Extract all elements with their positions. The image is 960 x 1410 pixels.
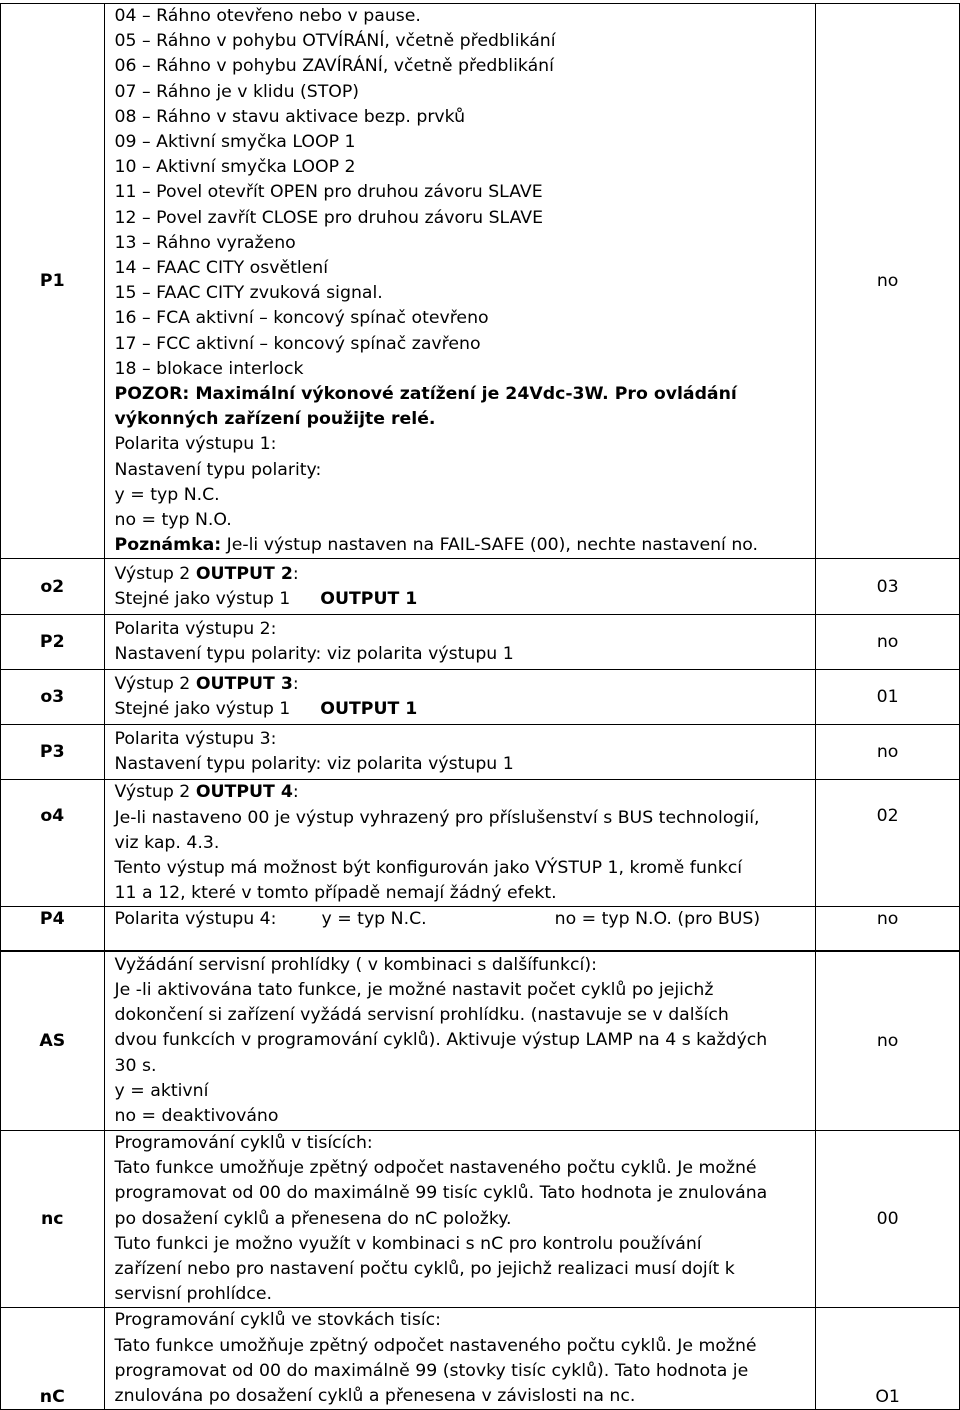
code-cell xyxy=(1,952,105,1131)
text-line: Programování cyklů v tisících: xyxy=(114,1133,373,1153)
description-cell xyxy=(104,780,816,907)
text-line: Nastavení typu polarity: xyxy=(114,459,322,480)
text-line: Programování cyklů ve stovkách tisíc: xyxy=(114,1310,441,1331)
text-line xyxy=(115,697,816,722)
text-fragment: : xyxy=(292,674,299,695)
text-line: po dosažení cyklů a přenesena do nC položky. xyxy=(114,1208,512,1229)
row-as xyxy=(1,952,960,1131)
text-line xyxy=(115,672,816,697)
code-cell xyxy=(1,670,105,725)
description-cell xyxy=(104,725,816,780)
param-value: O1 xyxy=(875,1387,900,1408)
param-value: 00 xyxy=(876,1209,899,1230)
text-line: y = aktivní xyxy=(114,1080,209,1101)
value-cell xyxy=(816,1308,960,1410)
text-line xyxy=(115,780,816,805)
text-fragment: no = typ N.O. (pro BUS) xyxy=(554,909,761,930)
text-line: 07 – Ráhno je v klidu (STOP) xyxy=(114,81,360,102)
text-line: 06 – Ráhno v pohybu ZAVÍRÁNÍ, včetně předblikání xyxy=(114,56,554,77)
code-cell xyxy=(1,725,105,780)
text-line: 17 – FCC aktivní – koncový spínač zavřeno xyxy=(114,333,481,354)
text-line: programovat od 00 do maximálně 99 tisíc cyklů. Tato hodnota je znulována xyxy=(114,1183,768,1204)
description-cell xyxy=(104,4,816,559)
text-line: 15 – FAAC CITY zvuková signal. xyxy=(114,283,383,304)
description-cell xyxy=(104,559,816,615)
param-value: no xyxy=(876,632,899,653)
text-line: 05 – Ráhno v pohybu OTVÍRÁNÍ, včetně předblikání xyxy=(114,31,556,52)
text-fragment: Polarita výstupu 4: xyxy=(114,909,277,930)
param-value: 03 xyxy=(876,576,899,597)
text-line: znulována po dosažení cyklů a přenesena v závislosti na nc. xyxy=(114,1386,636,1407)
text-line: 18 – blokace interlock xyxy=(114,358,304,379)
text-line: no = deaktivováno xyxy=(114,1106,279,1126)
output-label: OUTPUT 1 xyxy=(320,699,418,720)
description-cell xyxy=(104,670,816,725)
text-line: zařízení nebo pro nastavení počtu cyklů, po jejichž realizaci musí dojít k xyxy=(114,1259,735,1280)
code-cell xyxy=(1,907,105,951)
note-label: Poznámka: xyxy=(114,535,222,556)
code-cell xyxy=(1,4,105,559)
value-cell xyxy=(816,670,960,725)
param-code: P3 xyxy=(39,742,65,763)
text-fragment: Výstup 2 xyxy=(114,782,196,803)
output-label: OUTPUT 1 xyxy=(320,588,418,609)
param-code: nC xyxy=(39,1387,65,1408)
code-cell xyxy=(1,780,105,907)
row-nc xyxy=(1,1131,960,1308)
text-line xyxy=(115,587,816,612)
text-fragment: Výstup 2 xyxy=(114,674,196,695)
param-value: 01 xyxy=(876,687,899,708)
text-line: 12 – Povel zavřít CLOSE pro druhou závoru SLAVE xyxy=(114,207,544,228)
value-cell xyxy=(816,907,960,951)
text-line: 11 – Povel otevřít OPEN pro druhou závoru SLAVE xyxy=(114,182,543,203)
text-line: 16 – FCA aktivní – koncový spínač otevřeno xyxy=(114,308,489,329)
text-fragment: : xyxy=(292,563,299,584)
param-code: o4 xyxy=(40,806,65,827)
note-line xyxy=(115,533,816,558)
code-cell xyxy=(1,1308,105,1410)
text-line: Vyžádání servisní prohlídky ( v kombinaci s dalšífunkcí): xyxy=(114,954,597,975)
text-line xyxy=(115,562,816,587)
text-line: Polarita výstupu 3: xyxy=(114,729,277,750)
text-line: Polarita výstupu 1: xyxy=(114,434,277,455)
param-code: P4 xyxy=(39,909,65,930)
value-cell xyxy=(816,615,960,670)
code-cell xyxy=(1,559,105,615)
description-cell xyxy=(104,615,816,670)
text-fragment: Stejné jako výstup 1 xyxy=(114,588,291,609)
code-cell xyxy=(1,1131,105,1308)
description-cell xyxy=(104,1131,816,1308)
warning-line: POZOR: Maximální výkonové zatížení je 24Vdc-3W. Pro ovládání xyxy=(114,384,737,405)
param-value: no xyxy=(876,1031,899,1051)
text-line: 10 – Aktivní smyčka LOOP 2 xyxy=(114,157,356,178)
text-line: Je-li nastaveno 00 je výstup vyhrazený pro příslušenství s BUS technologií, xyxy=(114,807,760,828)
param-code: P1 xyxy=(39,271,65,292)
value-cell xyxy=(816,559,960,615)
text-line: Je -li aktivována tato funkce, je možné nastavit počet cyklů po jejichž xyxy=(114,979,714,1000)
text-line: dvou funkcích v programování cyklů). Aktivuje výstup LAMP na 4 s každých xyxy=(114,1030,768,1051)
row-o4 xyxy=(1,780,960,907)
text-fragment: : xyxy=(292,782,299,803)
value-cell xyxy=(816,725,960,780)
text-line: 13 – Ráhno vyraženo xyxy=(114,232,296,253)
param-value: no xyxy=(876,909,899,930)
text-line: viz kap. 4.3. xyxy=(114,832,220,853)
parameters-table-service xyxy=(0,951,960,1410)
output-label: OUTPUT 4 xyxy=(195,782,293,803)
text-fragment: y = typ N.C. xyxy=(321,909,427,930)
code-cell xyxy=(1,615,105,670)
parameters-table-outputs xyxy=(0,3,960,951)
param-code: nc xyxy=(40,1209,64,1230)
output-label: OUTPUT 2 xyxy=(195,563,293,584)
row-o2 xyxy=(1,559,960,615)
output-label: OUTPUT 3 xyxy=(195,674,293,695)
row-o3 xyxy=(1,670,960,725)
text-line: 04 – Ráhno otevřeno nebo v pause. xyxy=(114,6,421,26)
value-cell xyxy=(816,1131,960,1308)
row-nC xyxy=(1,1308,960,1410)
param-value: no xyxy=(876,271,899,292)
text-line xyxy=(115,907,816,932)
text-line: Tento výstup má možnost být konfigurován jako VÝSTUP 1, kromě funkcí xyxy=(114,858,743,879)
text-line: Tato funkce umožňuje zpětný odpočet nastaveného počtu cyklů. Je možné xyxy=(114,1158,757,1179)
text-line: no = typ N.O. xyxy=(114,510,232,531)
text-line: Nastavení typu polarity: viz polarita výstupu 1 xyxy=(114,754,514,775)
param-code: P2 xyxy=(39,632,65,653)
description-cell xyxy=(104,907,816,951)
row-p3 xyxy=(1,725,960,780)
value-cell xyxy=(816,952,960,1131)
param-code: o2 xyxy=(40,576,65,597)
param-value: no xyxy=(876,742,899,763)
param-code: AS xyxy=(39,1031,66,1051)
text-line: servisní prohlídce. xyxy=(114,1284,272,1305)
text-line: 14 – FAAC CITY osvětlení xyxy=(114,258,329,279)
param-value: 02 xyxy=(876,806,899,827)
text-line: 30 s. xyxy=(114,1055,157,1076)
description-cell xyxy=(104,952,816,1131)
note-text: Je-li výstup nastaven na FAIL-SAFE (00), nechte nastavení no. xyxy=(221,535,759,556)
text-fragment: Stejné jako výstup 1 xyxy=(114,699,291,720)
text-line: 09 – Aktivní smyčka LOOP 1 xyxy=(114,132,356,153)
text-line: Tuto funkci je možno využít v kombinaci s nC pro kontrolu používání xyxy=(114,1233,702,1254)
text-line: programovat od 00 do maximálně 99 (stovky tisíc cyklů). Tato hodnota je xyxy=(114,1360,749,1381)
description-cell xyxy=(104,1308,816,1410)
row-p1 xyxy=(1,4,960,559)
text-line: 11 a 12, které v tomto případě nemají žádný efekt. xyxy=(114,883,557,904)
text-line: dokončení si zařízení vyžádá servisní prohlídku. (nastavuje se v dalších xyxy=(114,1005,729,1026)
text-line: y = typ N.C. xyxy=(114,484,220,505)
param-code: o3 xyxy=(40,687,65,708)
value-cell xyxy=(816,780,960,907)
text-fragment: Výstup 2 xyxy=(114,563,196,584)
text-line: Tato funkce umožňuje zpětný odpočet nastaveného počtu cyklů. Je možné xyxy=(114,1335,757,1356)
value-cell xyxy=(816,4,960,559)
warning-line: výkonných zařízení použijte relé. xyxy=(114,409,436,430)
row-p4 xyxy=(1,907,960,951)
row-p2 xyxy=(1,615,960,670)
text-line: 08 – Ráhno v stavu aktivace bezp. prvků xyxy=(114,106,466,127)
text-line: Polarita výstupu 2: xyxy=(114,619,277,640)
text-line: Nastavení typu polarity: viz polarita výstupu 1 xyxy=(114,644,514,665)
